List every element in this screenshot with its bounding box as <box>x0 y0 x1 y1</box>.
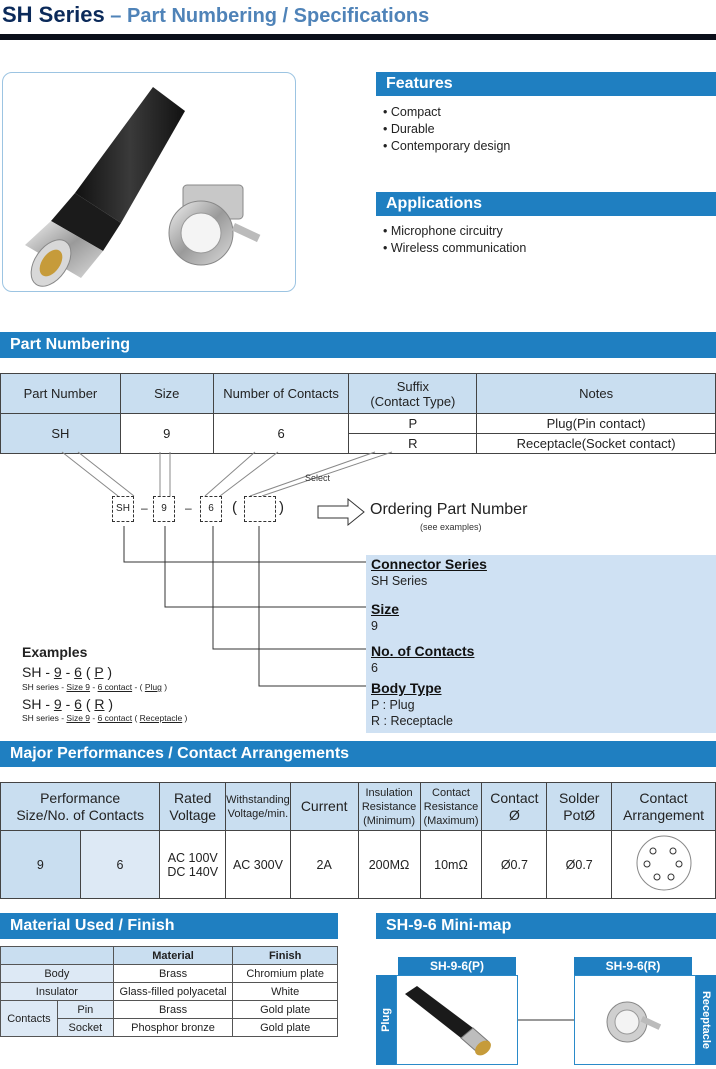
ex-part: 9 <box>53 696 62 712</box>
title-rule <box>0 34 716 40</box>
col-line: Voltage <box>169 806 217 823</box>
minimap-header: SH-9-6 Mini-map <box>376 913 716 939</box>
ex-part: SH - <box>22 696 54 712</box>
col-material: Material <box>113 947 233 965</box>
cell-contact-arrangement <box>612 831 716 899</box>
col-contact-diameter <box>482 783 547 831</box>
ex-part: Plug <box>144 682 162 692</box>
part-numbering-table <box>0 373 716 454</box>
diagram-separator: – <box>185 501 192 515</box>
col-line: Arrangement <box>623 806 705 823</box>
diagram-box-suffix <box>244 496 276 522</box>
row-label-socket: Socket <box>57 1019 113 1037</box>
col-line: PotØ <box>563 806 596 823</box>
cell-insulation-resistance: 200MΩ <box>358 831 420 899</box>
ex-part: ) <box>103 664 113 680</box>
col-line: Rated <box>174 789 212 806</box>
minimap-plug-side <box>376 975 396 1065</box>
title-dash: – <box>104 5 127 27</box>
row-label-body: Body <box>1 965 114 983</box>
info-heading-contacts: No. of Contacts <box>371 643 475 659</box>
part-number-info-panel <box>366 555 716 733</box>
cell-material: Glass-filled polyacetal <box>113 983 233 1001</box>
contact-arrangement-diagram <box>629 833 699 893</box>
col-line: Resistance <box>361 800 417 813</box>
cell-contact-diameter: Ø0.7 <box>482 831 547 899</box>
material-table <box>0 946 338 1037</box>
example-2-explanation <box>22 713 187 723</box>
diagram-box-series: SH <box>112 496 134 522</box>
diagram-paren-open: ( <box>232 499 237 516</box>
diagram-paren-close: ) <box>279 499 284 516</box>
ex-part: SH - <box>22 664 54 680</box>
cell-rated-voltage <box>160 831 226 899</box>
cell-contact-resistance: 10mΩ <box>420 831 482 899</box>
col-finish: Finish <box>233 947 338 965</box>
connector-photo-illustration <box>3 73 296 292</box>
minimap-plug-tag: SH-9-6(P) <box>398 957 516 975</box>
cell-size: 9 <box>1 831 81 899</box>
ex-part: ( <box>81 696 95 712</box>
col-line: (Minimum) <box>363 814 416 827</box>
applications-list <box>383 223 526 257</box>
product-photo <box>2 72 296 292</box>
ex-part: R <box>94 696 105 712</box>
title-subtitle: Part Numbering / Specifications <box>126 5 430 27</box>
col-suffix-line2: (Contact Type) <box>370 393 456 409</box>
ordering-part-number-label: Ordering Part Number <box>370 501 528 518</box>
cell-finish: Gold plate <box>233 1019 338 1037</box>
cell-suffix-code: R <box>349 434 477 454</box>
ex-part: 6 contact <box>97 682 133 692</box>
diagram-separator: – <box>141 501 148 515</box>
ex-part: ) <box>161 682 168 692</box>
cell-line: DC 140V <box>167 864 219 879</box>
col-withstanding-voltage <box>226 783 291 831</box>
col-line: Contact <box>490 789 539 806</box>
ex-part: Size 9 <box>66 713 91 723</box>
cell-contacts: 6 <box>213 414 349 454</box>
performance-table <box>0 782 716 899</box>
cell-suffix-note: Plug(Pin contact) <box>477 414 716 434</box>
title-series: SH Series <box>2 2 105 27</box>
col-line: Voltage/min. <box>227 807 289 820</box>
features-item: • Contemporary design <box>383 138 510 155</box>
features-list <box>383 104 510 155</box>
info-value-contacts: 6 <box>371 661 378 675</box>
ex-part: 9 <box>53 664 62 680</box>
cell-finish: Gold plate <box>233 1001 338 1019</box>
col-contacts: Number of Contacts <box>213 374 349 414</box>
cell-solder-pot: Ø0.7 <box>547 831 612 899</box>
cell-finish: White <box>233 983 338 1001</box>
cell-size: 9 <box>120 414 213 454</box>
example-2 <box>22 696 113 712</box>
col-suffix-line1: Suffix <box>396 378 430 394</box>
col-line: Withstanding <box>226 793 290 806</box>
features-header: Features <box>376 72 716 96</box>
material-header: Material Used / Finish <box>0 913 338 939</box>
ex-part: ) <box>182 713 188 723</box>
col-line: Performance <box>40 789 121 806</box>
col-line: (Maximum) <box>423 814 479 827</box>
applications-item: • Microphone circuitry <box>383 223 526 240</box>
row-label-contacts: Contacts <box>1 1001 58 1037</box>
ex-part: 6 <box>74 664 82 680</box>
select-label: Select <box>305 473 331 483</box>
minimap-receptacle-box <box>574 975 696 1065</box>
minimap-plug-side-label: Plug <box>380 1008 392 1032</box>
ex-part: P <box>94 664 104 680</box>
col-part-number: Part Number <box>1 374 121 414</box>
applications-item: • Wireless communication <box>383 240 526 257</box>
features-item: • Durable <box>383 121 510 138</box>
ex-part: SH series - <box>22 682 67 692</box>
ex-part: - <box>61 664 75 680</box>
performance-header: Major Performances / Contact Arrangements <box>0 741 716 767</box>
col-contact-arrangement <box>612 783 716 831</box>
ex-part: ( <box>132 713 140 723</box>
col-contact-resistance <box>420 783 482 831</box>
ex-part: - <box>90 713 98 723</box>
cell-current: 2A <box>290 831 358 899</box>
cell-material: Brass <box>113 965 233 983</box>
info-heading-series: Connector Series <box>371 556 487 572</box>
col-performance <box>1 783 160 831</box>
examples-heading: Examples <box>22 644 88 660</box>
ex-part: Receptacle <box>139 713 183 723</box>
features-item: • Compact <box>383 104 510 121</box>
ex-part: ) <box>104 696 114 712</box>
info-value-body-type-plug: P : Plug <box>371 698 415 712</box>
ex-part: ( <box>81 664 95 680</box>
ex-part: 6 <box>74 696 82 712</box>
receptacle-thumbnail <box>575 976 695 1064</box>
ex-part: - ( <box>132 682 145 692</box>
plug-thumbnail <box>397 976 517 1064</box>
col-insulation-resistance <box>358 783 420 831</box>
cell-material: Phosphor bronze <box>113 1019 233 1037</box>
row-label-pin: Pin <box>57 1001 113 1019</box>
cell-contacts: 6 <box>80 831 160 899</box>
diagram-box-size: 9 <box>153 496 175 522</box>
part-numbering-header: Part Numbering <box>0 332 716 358</box>
row-label-insulator: Insulator <box>1 983 114 1001</box>
cell-line: AC 100V <box>167 850 218 865</box>
info-heading-body-type: Body Type <box>371 680 442 696</box>
info-heading-size: Size <box>371 601 400 617</box>
info-value-body-type-receptacle: R : Receptacle <box>371 714 453 728</box>
ex-part: Size 9 <box>66 682 91 692</box>
minimap-plug-box <box>396 975 518 1065</box>
col-solder-pot <box>547 783 612 831</box>
ex-part: - <box>61 696 75 712</box>
info-value-series: SH Series <box>371 574 428 588</box>
col-line: Solder <box>558 789 600 806</box>
col-line: Contact <box>432 786 470 799</box>
col-line: Contact <box>639 789 688 806</box>
col-rated-voltage <box>160 783 226 831</box>
info-value-size: 9 <box>371 619 378 633</box>
cell-finish: Chromium plate <box>233 965 338 983</box>
minimap-receptacle-side <box>696 975 716 1065</box>
col-line: Insulation <box>365 786 413 799</box>
see-examples-note: (see examples) <box>420 522 482 532</box>
applications-header: Applications <box>376 192 716 216</box>
minimap-receptacle-tag: SH-9-6(R) <box>574 957 692 975</box>
col-line: Ø <box>508 806 520 823</box>
cell-withstanding-voltage: AC 300V <box>226 831 291 899</box>
diagram-box-contacts: 6 <box>200 496 222 522</box>
minimap-link-line <box>518 1018 574 1022</box>
example-1 <box>22 664 112 680</box>
ex-part: - <box>90 682 98 692</box>
minimap-receptacle-side-label: Receptacle <box>700 990 712 1050</box>
col-line: Resistance <box>423 800 479 813</box>
col-notes: Notes <box>477 374 716 414</box>
cell-suffix-code: P <box>349 414 477 434</box>
col-part <box>1 947 114 965</box>
col-current: Current <box>290 783 358 831</box>
ex-part: SH series - <box>22 713 67 723</box>
ex-part: 6 contact <box>97 713 133 723</box>
col-size: Size <box>120 374 213 414</box>
cell-part-number: SH <box>1 414 121 454</box>
page-title <box>2 2 429 32</box>
cell-material: Brass <box>113 1001 233 1019</box>
cell-suffix-note: Receptacle(Socket contact) <box>477 434 716 454</box>
col-line: Size/No. of Contacts <box>16 806 144 823</box>
col-suffix <box>349 374 477 414</box>
example-1-explanation <box>22 682 167 692</box>
